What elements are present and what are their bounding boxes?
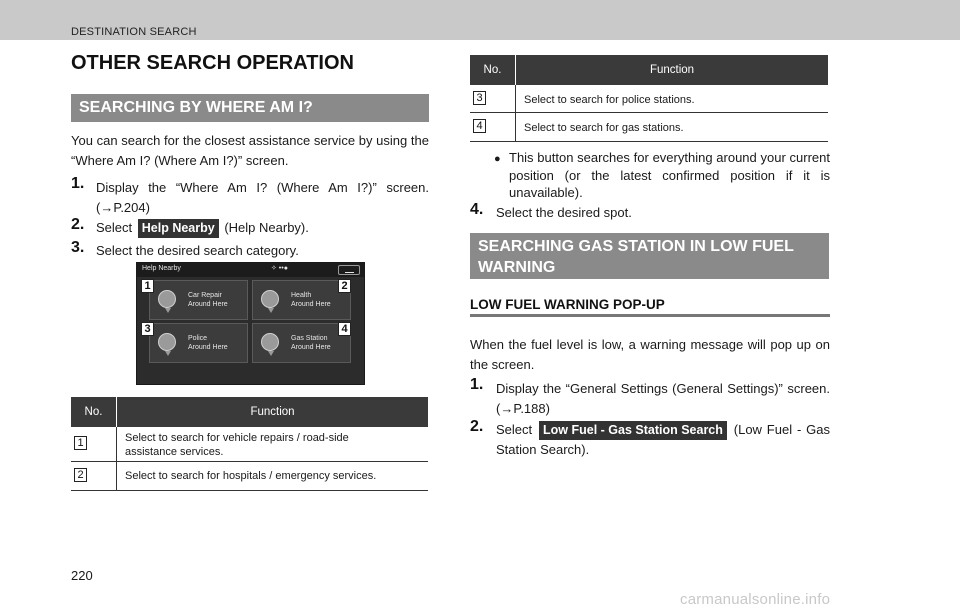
tile-label: Health — [291, 292, 312, 299]
tile-sublabel: Around Here — [188, 301, 228, 308]
tile-police[interactable] — [149, 323, 248, 363]
tile-health[interactable] — [252, 280, 351, 320]
low-fuel-step-number-2: 2. — [470, 418, 484, 435]
table-cell-no — [71, 427, 117, 461]
table-row — [71, 427, 428, 462]
low-fuel-intro: When the fuel level is low, a warning message will pop up on the screen. — [470, 337, 830, 372]
table-cell-no — [71, 462, 117, 490]
subheading-low-fuel-popup: LOW FUEL WARNING POP-UP — [470, 297, 665, 312]
low-fuel-step-2-suffix: (Low Fuel - Gas Station Search). — [496, 422, 830, 457]
screen-status-icons: ✧ ••● — [271, 265, 288, 272]
table-cell-function: Select to search for police stations. — [524, 94, 695, 106]
tile-gas-station[interactable] — [252, 323, 351, 363]
row-number: 4 — [473, 119, 486, 133]
page-number: 220 — [71, 568, 93, 583]
low-fuel-step-1-text: Display the “General Settings (General Settings)” screen. (→P.188) — [496, 381, 830, 416]
table-cell-function: Select to search for gas stations. — [524, 122, 684, 134]
table-cell-function: Select to search for hospitals / emergency services. — [125, 470, 377, 482]
section-label: DESTINATION SEARCH — [71, 26, 197, 38]
callout-number-1: 1 — [141, 279, 154, 293]
step-number-4: 4. — [470, 201, 484, 218]
step-number-1: 1. — [71, 175, 85, 192]
column-header-no: No. — [71, 397, 117, 427]
row-number: 3 — [473, 91, 486, 105]
tile-sublabel: Around Here — [291, 301, 331, 308]
help-nearby-screen — [136, 262, 365, 385]
step-3-text: Select the desired search category. — [96, 243, 299, 258]
tile-sublabel: Around Here — [188, 344, 228, 351]
tile-car-repair[interactable] — [149, 280, 248, 320]
function-table-2 — [470, 55, 828, 143]
police-badge-icon — [158, 333, 176, 351]
column-header-function: Function — [649, 64, 695, 76]
note-bullet: ● — [494, 153, 501, 165]
step-2-prefix: Select — [96, 220, 133, 235]
callout-number-4: 4 — [338, 322, 351, 336]
table-row — [470, 85, 828, 113]
column-header-function: Function — [250, 406, 295, 418]
screen-title: Help Nearby — [142, 265, 181, 272]
step-4-text: Select the desired spot. — [496, 205, 632, 220]
watermark: carmanualsonline.info — [680, 591, 831, 608]
tile-sublabel: Around Here — [291, 344, 331, 351]
page-title: OTHER SEARCH OPERATION — [71, 52, 354, 74]
row-number: 1 — [74, 436, 87, 450]
low-fuel-step-2-text — [496, 420, 830, 460]
tile-label: Gas Station — [291, 335, 328, 342]
back-icon[interactable] — [338, 265, 360, 275]
callout-number-2: 2 — [338, 279, 351, 293]
help-nearby-button[interactable]: Help Nearby — [138, 219, 219, 238]
subheading-rule — [470, 314, 830, 317]
low-fuel-step-2-prefix: Select — [496, 422, 533, 437]
section-heading-low-fuel: SEARCHING GAS STATION IN LOW FUEL WARNING — [470, 233, 829, 279]
table-row — [71, 462, 428, 491]
table-cell-function: Select to search for vehicle repairs / road-side assistance services. — [125, 432, 349, 458]
low-fuel-step-number-1: 1. — [470, 376, 484, 393]
low-fuel-gas-station-search-button[interactable]: Low Fuel - Gas Station Search — [539, 421, 727, 440]
table-header — [470, 55, 828, 85]
table-cell-no — [470, 85, 516, 112]
step-2-text — [96, 218, 429, 238]
table-header — [71, 397, 428, 427]
table-cell-no — [470, 113, 516, 141]
step-number-2: 2. — [71, 216, 85, 233]
column-header-no: No. — [470, 55, 516, 85]
section-heading-where-am-i: SEARCHING BY WHERE AM I? — [71, 94, 429, 122]
fuel-pump-icon — [261, 333, 279, 351]
step-2-suffix: (Help Nearby). — [224, 220, 309, 235]
tile-label: Car Repair — [188, 292, 222, 299]
step-number-3: 3. — [71, 239, 85, 256]
car-icon — [158, 290, 176, 308]
tile-label: Police — [188, 335, 208, 342]
medical-cross-icon — [261, 290, 279, 308]
table-row — [470, 113, 828, 142]
callout-number-3: 3 — [141, 322, 154, 336]
row-number: 2 — [74, 468, 87, 482]
step-1-text: Display the “Where Am I? (Where Am I?)” screen. (→P.204) — [96, 180, 429, 215]
function-table-1 — [71, 397, 428, 492]
note-text: This button searches for everything around your current position (or the latest confirmed position if it is unavailable). — [509, 150, 830, 200]
intro-paragraph: You can search for the closest assistance service by using the “Where Am I? (Where Am I?)” screen. — [71, 133, 429, 168]
